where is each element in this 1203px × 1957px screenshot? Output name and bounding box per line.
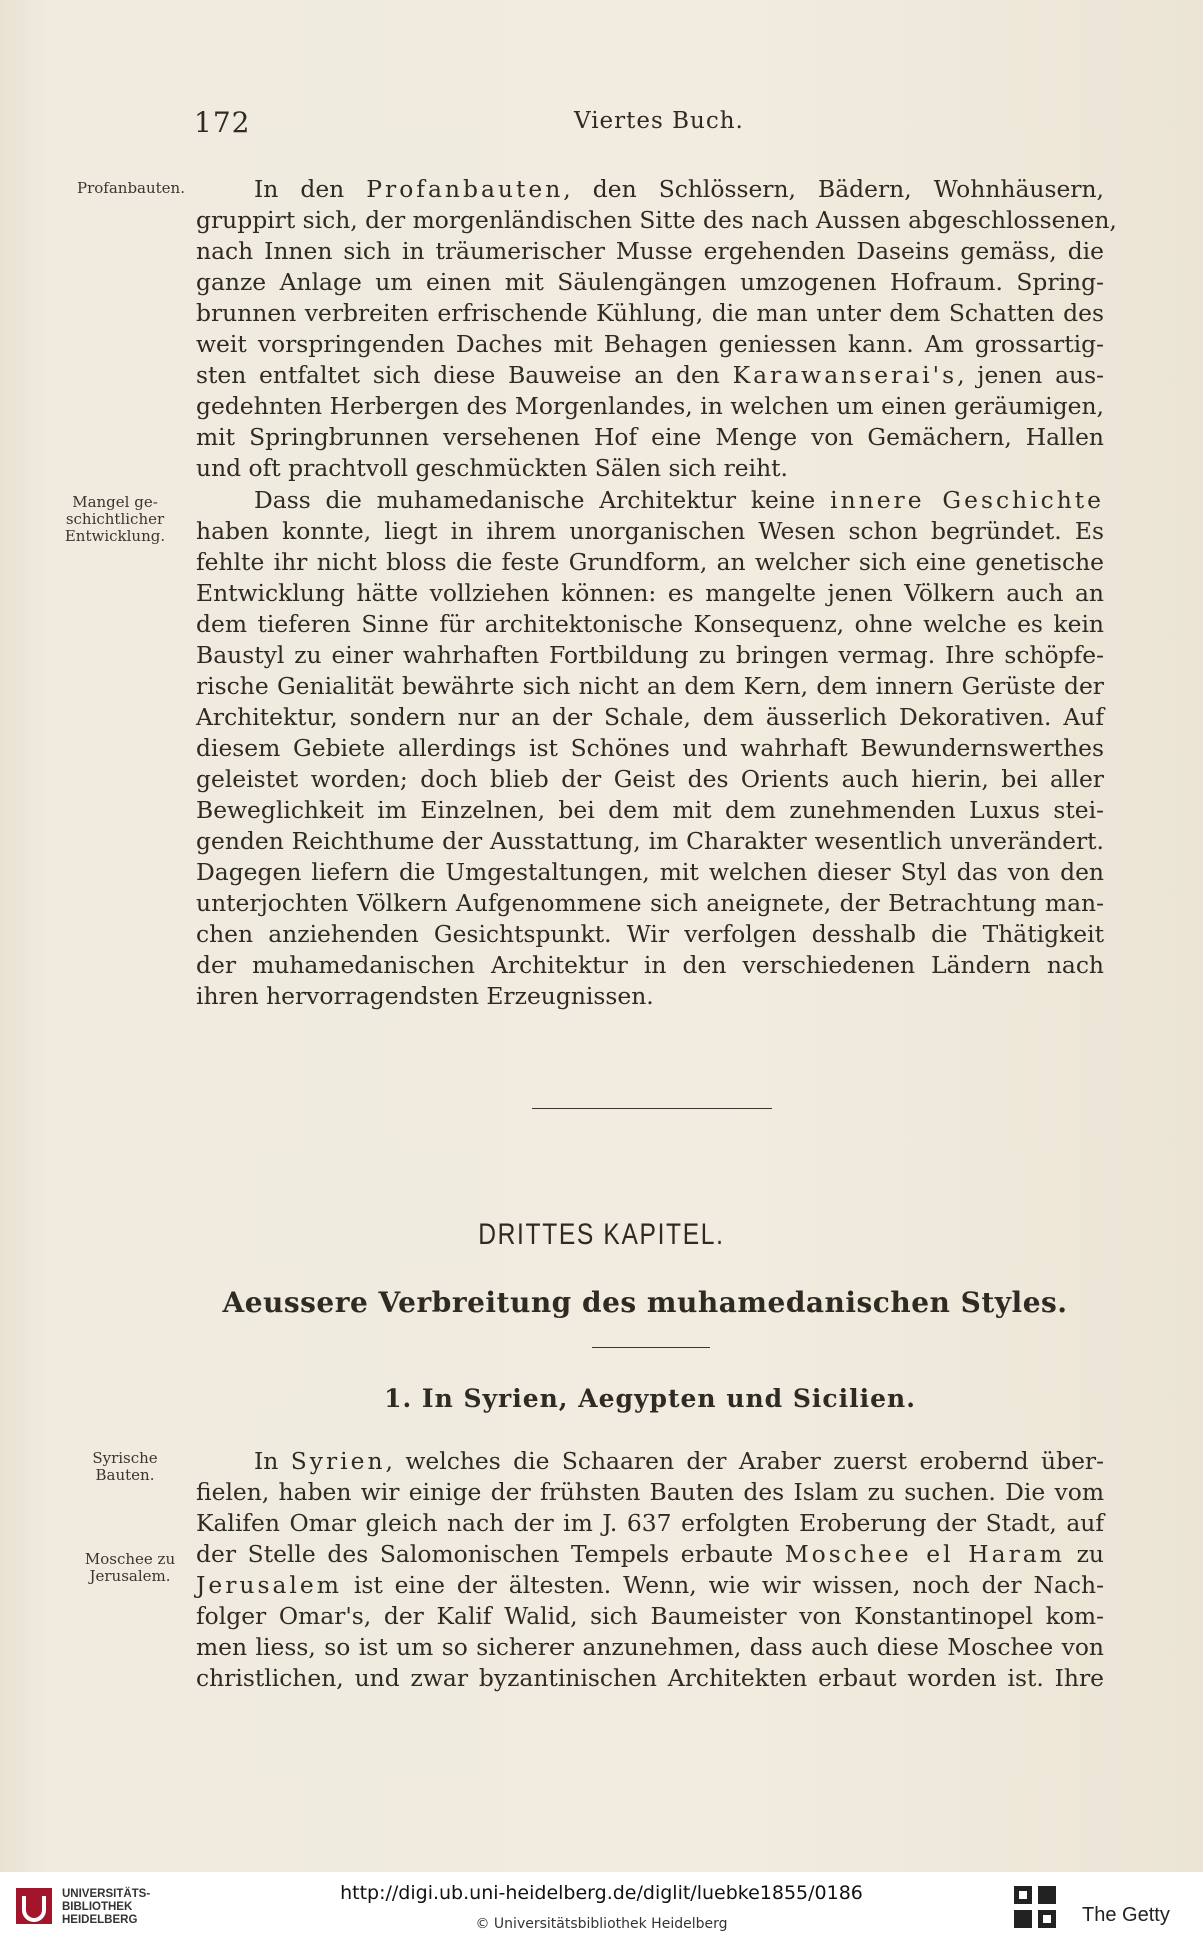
text-line: ihren hervorragendsten Erzeugnissen. [196, 982, 654, 1010]
text-line: diesem Gebiete allerdings ist Schönes und wahrhaft Bewundernswerthes [196, 734, 1104, 762]
text-line: rische Genialität bewährte sich nicht an dem Kern, dem innern Gerüste der [196, 672, 1104, 700]
chapter-title: DRITTES KAPITEL. [478, 1218, 725, 1251]
paragraph-profanbauten [196, 174, 1117, 484]
subtitle-divider [592, 1347, 710, 1348]
text-line: dem tieferen Sinne für architektonische Konsequenz, ohne welche es kein [196, 610, 1104, 638]
margin-note-line: Mangel ge- [72, 493, 158, 511]
text-line: In Syrien, welches die Schaaren der Araber zuerst erobernd über- [254, 1447, 1104, 1475]
margin-note-mangel [40, 494, 190, 545]
text-line: christlichen, und zwar byzantinischen Architekten erbaut worden ist. Ihre [196, 1664, 1104, 1692]
text-line: chen anziehenden Gesichtspunkt. Wir verfolgen desshalb die Thätigkeit [196, 920, 1104, 948]
text-line: Jerusalem ist eine der ältesten. Wenn, wie wir wissen, noch der Nach- [196, 1571, 1104, 1599]
section-heading: 1. In Syrien, Aegypten und Sicilien. [384, 1384, 916, 1413]
text-line: Dass die muhamedanische Architektur keine innere Geschichte [254, 486, 1105, 514]
footer-bar [0, 1872, 1203, 1957]
margin-note-moschee [70, 1551, 190, 1585]
text-line: und oft prachtvoll geschmückten Sälen sich reiht. [196, 454, 788, 482]
page-number: 172 [194, 106, 251, 139]
margin-note-syrische [70, 1450, 180, 1484]
text-line: fielen, haben wir einige der frühsten Bauten des Islam zu suchen. Die vom [196, 1478, 1104, 1506]
text-line: Baustyl zu einer wahrhaften Fortbildung zu bringen vermag. Ihre schöpfe- [196, 641, 1104, 669]
library-name: UNIVERSITÄTS- BIBLIOTHEK HEIDELBERG [62, 1888, 151, 1926]
paragraph-syrien [196, 1446, 1104, 1694]
text-line: Kalifen Omar gleich nach der im J. 637 erfolgten Eroberung der Stadt, auf [196, 1509, 1104, 1537]
text-line: gruppirt sich, der morgenländischen Sitte des nach Aussen abgeschlossenen, [196, 206, 1117, 234]
running-head: Viertes Buch. [574, 108, 744, 134]
text-line: mit Springbrunnen versehenen Hof eine Menge von Gemächern, Hallen [196, 423, 1104, 451]
text-line: sten entfaltet sich diese Bauweise an den Karawanserai's, jenen aus- [196, 361, 1104, 389]
margin-note-line: Moschee zu [84, 1550, 176, 1568]
text-line: weit vorspringenden Daches mit Behagen geniessen kann. Am grossartig- [196, 330, 1104, 358]
margin-note-profanbauten: Profanbauten. [77, 179, 185, 197]
text-line: In den Profanbauten, den Schlössern, Bädern, Wohnhäusern, [254, 175, 1104, 203]
getty-logo-icon [1010, 1882, 1060, 1932]
text-line: Dagegen liefern die Umgestaltungen, mit welchen dieser Styl das von den [196, 858, 1104, 886]
text-line: nach Innen sich in träumerischer Musse ergehenden Daseins gemäss, die [196, 237, 1104, 265]
text-line: folger Omar's, der Kalif Walid, sich Baumeister von Konstantinopel kom- [196, 1602, 1104, 1630]
text-line: der Stelle des Salomonischen Tempels erbaute Moschee el Haram zu [196, 1540, 1105, 1568]
getty-name: The Getty [1082, 1904, 1170, 1926]
text-line: unterjochten Völkern Aufgenommene sich aneignete, der Betrachtung man- [196, 889, 1104, 917]
text-line: brunnen verbreiten erfrischende Kühlung, die man unter dem Schatten des [196, 299, 1104, 327]
text-line: ganze Anlage um einen mit Säulengängen umzogenen Hofraum. Spring- [196, 268, 1104, 296]
page-header [194, 106, 1044, 146]
source-url-link[interactable]: http://digi.ub.uni-heidelberg.de/diglit/luebke1855/0186 [340, 1882, 863, 1904]
text-line: Architektur, sondern nur an der Schale, dem äusserlich Dekorativen. Auf [196, 703, 1104, 731]
margin-note-line: Jerusalem. [89, 1567, 171, 1585]
text-line: fehlte ihr nicht bloss die feste Grundform, an welcher sich eine genetische [196, 548, 1104, 576]
margin-note-line: Syrische [92, 1449, 158, 1467]
text-line: geleistet worden; doch blieb der Geist des Orients auch hierin, bei aller [196, 765, 1104, 793]
text-line: der muhamedanischen Architektur in den verschiedenen Ländern nach [196, 951, 1104, 979]
margin-note-line: schichtlicher [65, 510, 165, 528]
text-line: men liess, so ist um so sicherer anzunehmen, dass auch diese Moschee von [196, 1633, 1104, 1661]
chapter-subtitle: Aeussere Verbreitung des muhamedanischen Styles. [222, 1286, 1068, 1319]
section-divider [532, 1108, 772, 1109]
text-line: Beweglichkeit im Einzelnen, bei dem mit dem zunehmenden Luxus stei- [196, 796, 1104, 824]
paragraph-mangel [196, 485, 1104, 1012]
margin-note-line: Bauten. [95, 1466, 155, 1484]
text-line: Entwicklung hätte vollziehen können: es mangelte jenen Völkern auch an [196, 579, 1104, 607]
copyright-notice: © Universitätsbibliothek Heidelberg [475, 1916, 728, 1932]
text-line: gedehnten Herbergen des Morgenlandes, in welchen um einen geräumigen, [196, 392, 1104, 420]
margin-note-line: Entwicklung. [64, 527, 166, 545]
text-line: genden Reichthume der Ausstattung, im Charakter wesentlich unverändert. [196, 827, 1104, 855]
text-line: haben konnte, liegt in ihrem unorganischen Wesen schon begründet. Es [196, 517, 1104, 545]
